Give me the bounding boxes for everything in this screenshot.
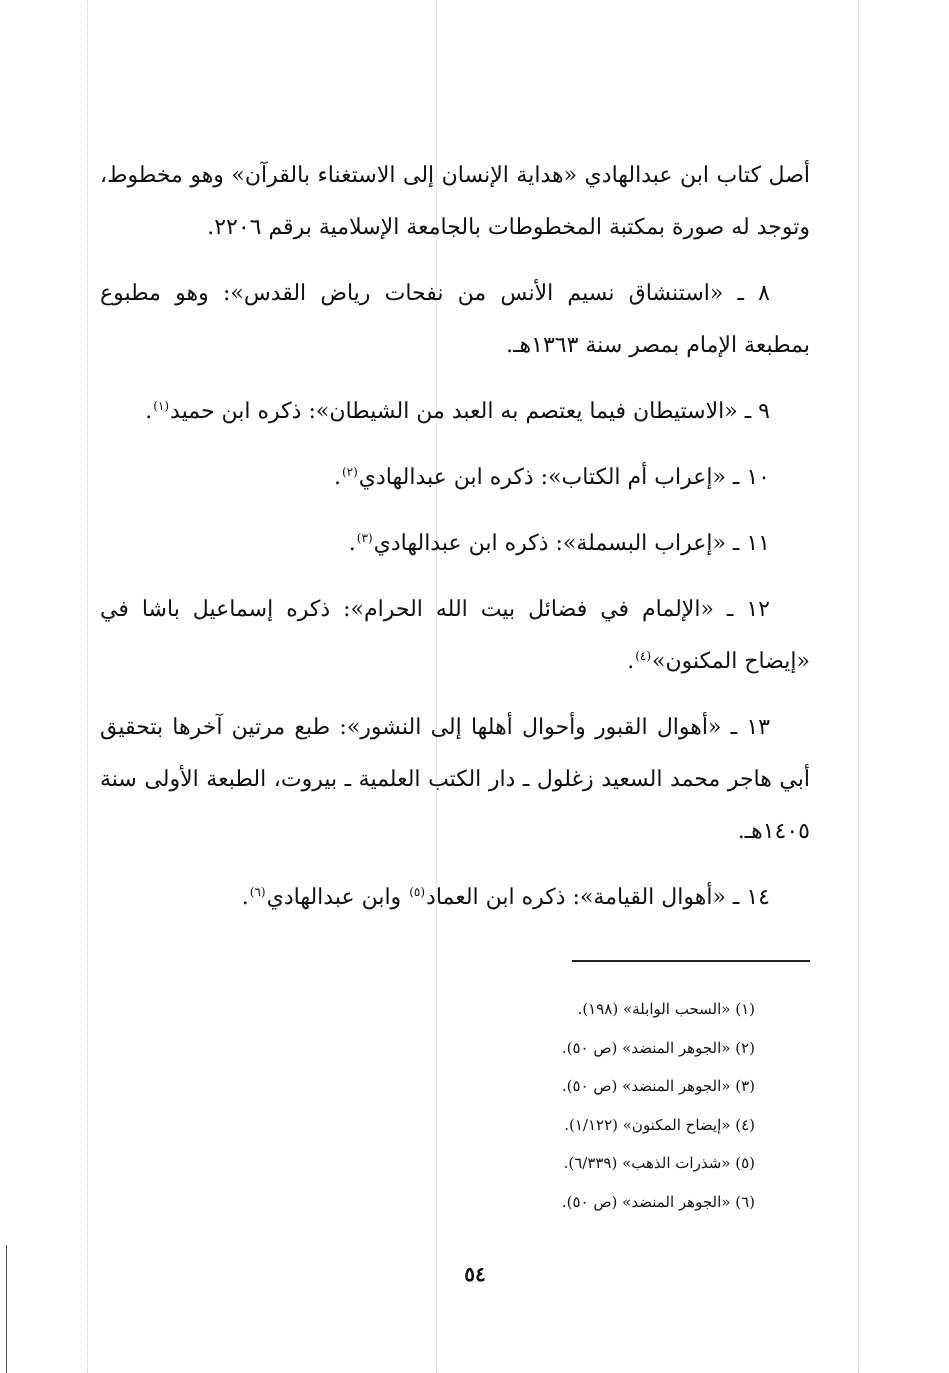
- main-text: [100, 150, 810, 938]
- footnotes-section: [420, 990, 755, 1221]
- paragraph-item-10: [100, 452, 810, 504]
- footnote-ref-2[interactable]: (٢): [341, 464, 358, 479]
- footnote-1: (١) «السحب الوابلة» (١٩٨).: [577, 1000, 755, 1018]
- paragraph-text: ٨ ـ «استنشاق نسيم الأنس من نفحات رياض القدس»: وهو مطبوع بمطبعة الإمام بمصر سنة ١٣٦٣هـ.: [100, 281, 810, 358]
- paragraph-item-13: [100, 702, 810, 858]
- footnote-2: (٢) «الجوهر المنضد» (ص ٥٠).: [561, 1038, 755, 1057]
- paragraph-text: أصل كتاب ابن عبدالهادي «هداية الإنسان إلى الاستغناء بالقرآن» وهو مخطوط، وتوجد له صورة بمكتبة المخطوطات بالجامعة الإسلامية برقم ٢٢٠٦.: [100, 163, 810, 240]
- paragraph-item-12: [100, 584, 810, 688]
- paragraph-end: .: [627, 649, 635, 674]
- scan-guide-line: [858, 0, 859, 1373]
- footnote-6: (٦) «الجوهر المنضد» (ص ٥٠).: [561, 1192, 755, 1211]
- footnote-ref-4[interactable]: (٤): [635, 648, 652, 663]
- footnote-ref-1[interactable]: (١): [153, 398, 170, 413]
- footnote-3: (٣) «الجوهر المنضد» (ص ٥٠).: [561, 1077, 755, 1095]
- page-number: ٥٤: [464, 1262, 486, 1286]
- paragraph-text: ١٠ ـ «إعراب أم الكتاب»: ذكره ابن عبدالهادي: [358, 465, 770, 490]
- paragraph-item-14: [100, 872, 810, 924]
- paragraph-text: ٩ ـ «الاستيطان فيما يعتصم به العبد من الشيطان»: ذكره ابن حميد: [170, 399, 770, 424]
- footnote-ref-6[interactable]: (٦): [249, 884, 266, 899]
- footnote-4: (٤) «إيضاح المكنون» (١/١٢٢).: [564, 1115, 755, 1134]
- paragraph-intro: [100, 150, 810, 254]
- paragraph-text: ١٤ ـ «أهوال القيامة»: ذكره ابن العماد: [426, 885, 770, 910]
- paragraph-end: .: [333, 465, 341, 490]
- paragraph-end: .: [145, 399, 153, 424]
- paragraph-item-9: [100, 386, 810, 438]
- paragraph-end: .: [241, 885, 249, 910]
- paragraph-text: ١١ ـ «إعراب البسملة»: ذكره ابن عبدالهادي: [373, 531, 770, 556]
- scan-guide-line: [87, 0, 88, 1373]
- footnote-5: (٥) «شذرات الذهب» (٦/٣٣٩).: [563, 1154, 755, 1172]
- footnote-ref-5[interactable]: (٥): [409, 884, 426, 899]
- paragraph-item-8: [100, 268, 810, 372]
- paragraph-end: .: [348, 531, 356, 556]
- paragraph-text-continued: وابن عبدالهادي: [266, 885, 409, 910]
- scan-edge-line: [6, 1245, 7, 1373]
- footnote-ref-3[interactable]: (٣): [356, 530, 373, 545]
- paragraph-text: ١٣ ـ «أهوال القبور وأحوال أهلها إلى النشور»: طبع مرتين آخرها بتحقيق أبي هاجر محمد السعيد زغلول ـ دار الكتب العلمية ـ بيروت، الطبعة الأولى سنة ١٤٠٥هـ.: [100, 715, 810, 844]
- paragraph-text: ١٢ ـ «الإلمام في فضائل بيت الله الحرام»: ذكره إسماعيل باشا في «إيضاح المكنون»: [100, 597, 810, 674]
- footnote-separator: [572, 960, 810, 962]
- paragraph-item-11: [100, 518, 810, 570]
